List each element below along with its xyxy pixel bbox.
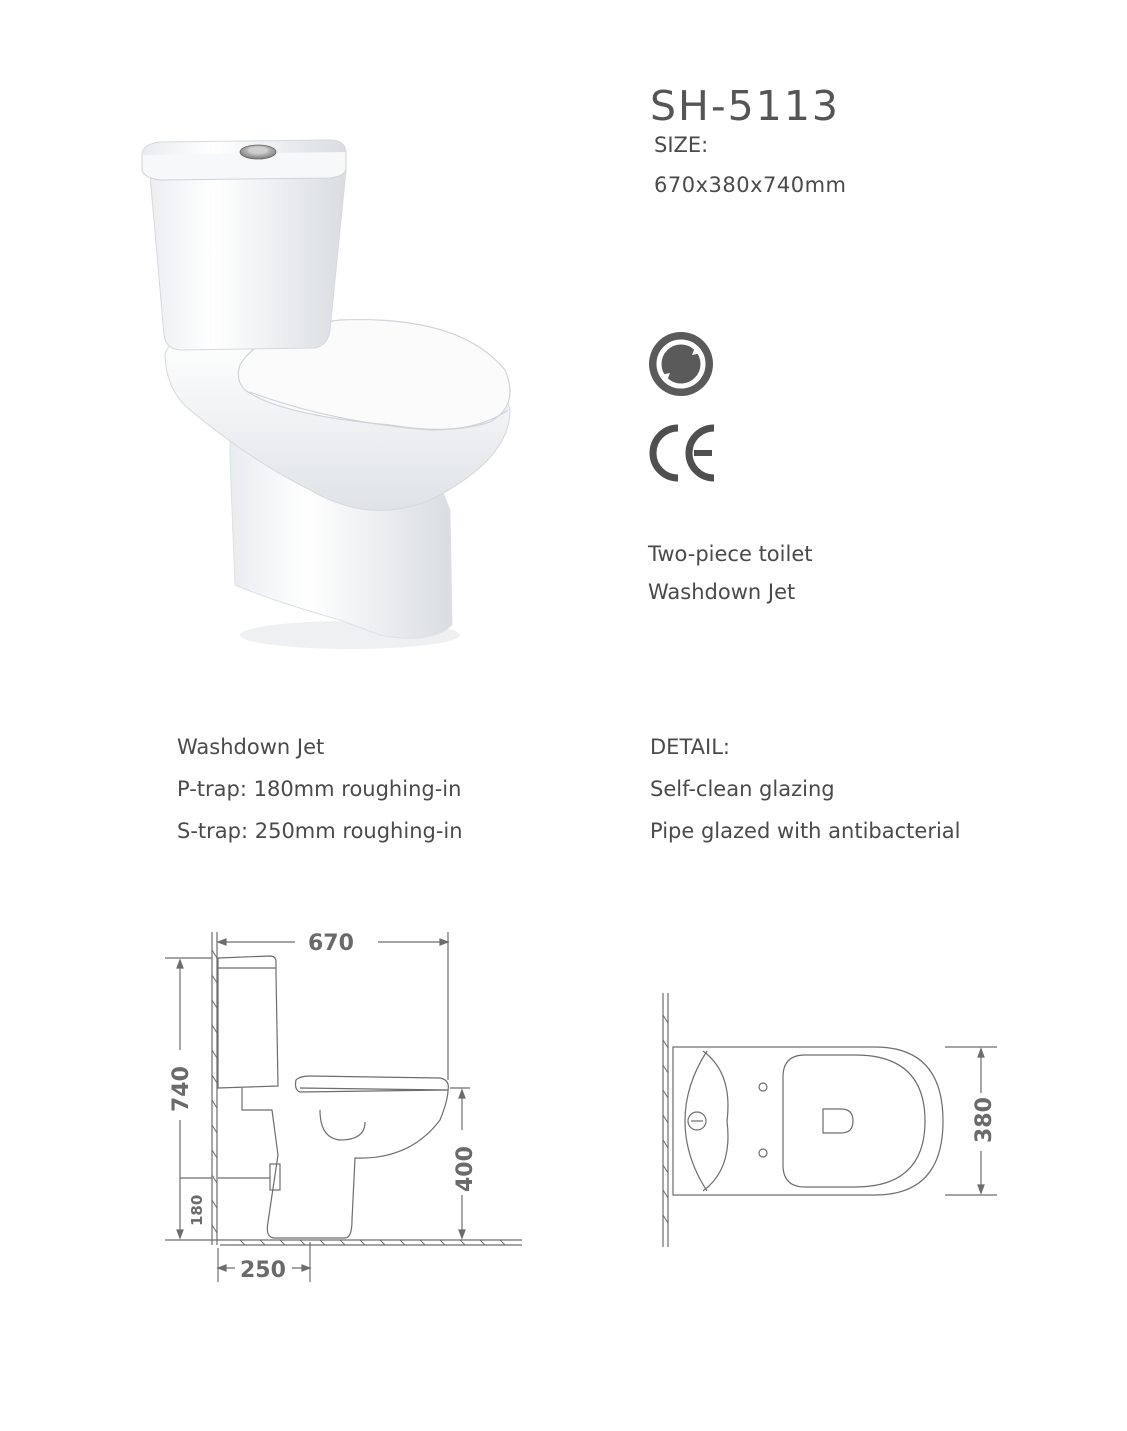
spec-p-trap: P-trap: 180mm roughing-in: [177, 777, 462, 801]
ce-mark-icon: [646, 424, 718, 482]
spec-flush-type: Washdown Jet: [177, 735, 325, 759]
description-type: Two-piece toilet: [648, 542, 813, 566]
product-photo: [130, 130, 530, 660]
size-label: SIZE:: [654, 133, 709, 157]
spec-s-trap: S-trap: 250mm roughing-in: [177, 819, 463, 843]
top-view-drawing: [655, 985, 1015, 1255]
water-saving-icon: [648, 331, 714, 397]
detail-heading: DETAIL:: [650, 735, 730, 759]
model-number: SH-5113: [650, 82, 840, 130]
dim-s-trap-label: 250: [240, 1258, 286, 1283]
dim-p-trap-label: 180: [188, 1194, 206, 1226]
description-flush: Washdown Jet: [648, 580, 796, 604]
size-value: 670x380x740mm: [654, 173, 847, 197]
side-view-drawing: [160, 920, 540, 1290]
dim-bowl-height-label: 400: [453, 1146, 478, 1192]
dim-height-label: 740: [169, 1066, 194, 1112]
dim-depth-label: 380: [972, 1097, 997, 1143]
detail-pipe: Pipe glazed with antibacterial: [650, 819, 961, 843]
dim-width-label: 670: [308, 931, 354, 956]
detail-glazing: Self-clean glazing: [650, 777, 835, 801]
